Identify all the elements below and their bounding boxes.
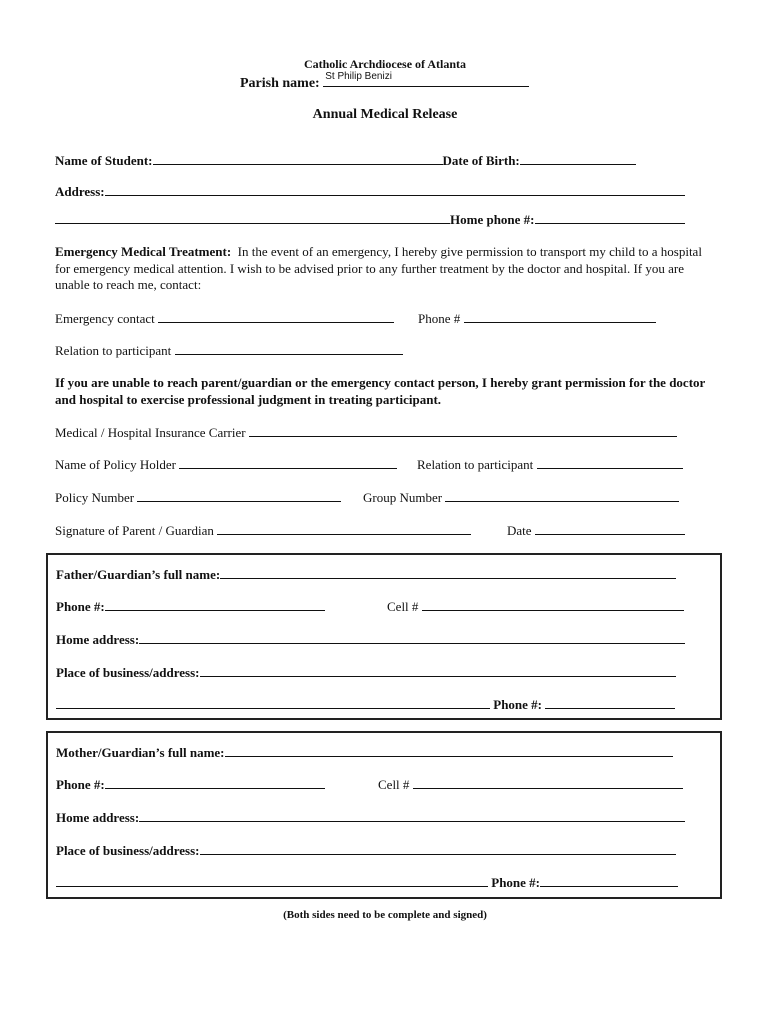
footer-note: (Both sides need to be complete and signed) [283,909,487,921]
father-cell-field[interactable] [422,599,684,611]
mother-cell-row [378,777,683,793]
student-name-field[interactable] [153,153,443,165]
carrier-field[interactable] [249,425,677,437]
mother-phone-row [56,777,325,793]
emergency-contact-field[interactable] [158,311,394,323]
address-field[interactable] [105,184,685,196]
address-field-2[interactable] [55,212,450,224]
org-name: Catholic Archdiocese of Atlanta [303,57,467,71]
father-name-row [56,567,676,583]
student-name-label: Name of Student: [55,153,153,168]
emergency-contact-row [55,311,394,327]
father-phone-label: Phone #: [56,599,105,614]
permission-paragraph: If you are unable to reach parent/guardian or the emergency contact person, I hereby grant permission for the doctor and hospital to exercise professional judgment in treating participant. [55,375,706,407]
father-phone2-row [56,697,675,713]
father-phone2-label: Phone #: [493,697,542,712]
group-number-label: Group Number [363,490,443,505]
policy-number-row [55,490,341,506]
mother-business-field-2[interactable] [56,875,488,887]
mother-box [46,731,722,899]
signature-row [55,523,471,539]
father-phone2-field[interactable] [545,697,675,709]
father-home-field[interactable] [139,632,685,644]
emergency-phone-row [418,311,656,327]
policy-relation-label: Relation to participant [417,457,534,472]
emergency-heading: Emergency Medical Treatment: [55,244,232,259]
address-label: Address: [55,184,105,199]
emergency-paragraph [55,244,715,294]
father-phone-row [56,599,325,615]
parish-field[interactable] [323,72,529,87]
father-name-field[interactable] [220,567,676,579]
relation-label: Relation to participant [55,343,172,358]
policy-number-label: Policy Number [55,490,135,505]
father-business-label: Place of business/address: [56,665,200,680]
mother-home-row [56,810,685,826]
relation-field[interactable] [175,343,403,355]
mother-name-field[interactable] [225,745,673,757]
policy-holder-label: Name of Policy Holder [55,457,176,472]
mother-phone2-field[interactable] [540,875,678,887]
dob-label: Date of Birth: [442,153,520,168]
policy-holder-row [55,457,397,473]
policy-holder-field[interactable] [179,457,397,469]
mother-phone-field[interactable] [105,777,325,789]
emergency-text: In the event of an emergency, I hereby give permission to transport my child to a hospital for emergency medical attention. I wish to be advised prior to any further treatment by the doctor and hospital. If you are unable to reach me, contact: [55,244,702,292]
date-field[interactable] [535,523,685,535]
parish-row [240,72,529,92]
policy-relation-row [417,457,683,473]
carrier-row [55,425,677,441]
mother-cell-field[interactable] [413,777,683,789]
mother-phone2-label: Phone #: [491,875,540,890]
student-row [55,153,636,169]
mother-business-row [56,843,676,859]
signature-field[interactable] [217,523,471,535]
group-number-row [363,490,679,506]
mother-name-row [56,745,673,761]
father-home-row [56,632,685,648]
mother-business-field[interactable] [200,843,676,855]
policy-relation-field[interactable] [537,457,683,469]
mother-home-field[interactable] [139,810,685,822]
address-row [55,184,685,200]
dob-field[interactable] [520,153,636,165]
form-title: Annual Medical Release [312,107,458,122]
home-phone-field[interactable] [535,212,685,224]
father-name-label: Father/Guardian’s full name: [56,567,221,582]
home-phone-label: Home phone #: [450,212,535,227]
mother-home-label: Home address: [56,810,140,825]
emergency-phone-label: Phone # [418,311,461,326]
address-row-2 [55,212,685,228]
signature-label: Signature of Parent / Guardian [55,523,214,538]
father-home-label: Home address: [56,632,140,647]
father-box [46,553,722,720]
father-business-row [56,665,676,681]
mother-cell-label: Cell # [378,777,410,792]
mother-phone-label: Phone #: [56,777,105,792]
date-label: Date [507,523,532,538]
father-business-field-2[interactable] [56,697,490,709]
relation-row [55,343,403,359]
policy-number-field[interactable] [137,490,341,502]
emergency-contact-label: Emergency contact [55,311,155,326]
emergency-phone-field[interactable] [464,311,656,323]
mother-phone2-row [56,875,678,891]
parish-label: Parish name: [240,76,320,91]
father-business-field[interactable] [200,665,676,677]
father-phone-field[interactable] [105,599,325,611]
father-cell-label: Cell # [387,599,419,614]
carrier-label: Medical / Hospital Insurance Carrier [55,425,246,440]
date-row [507,523,685,539]
father-cell-row [387,599,684,615]
group-number-field[interactable] [445,490,679,502]
mother-business-label: Place of business/address: [56,843,200,858]
parish-value: St Philip Benizi [325,71,392,82]
mother-name-label: Mother/Guardian’s full name: [56,745,225,760]
